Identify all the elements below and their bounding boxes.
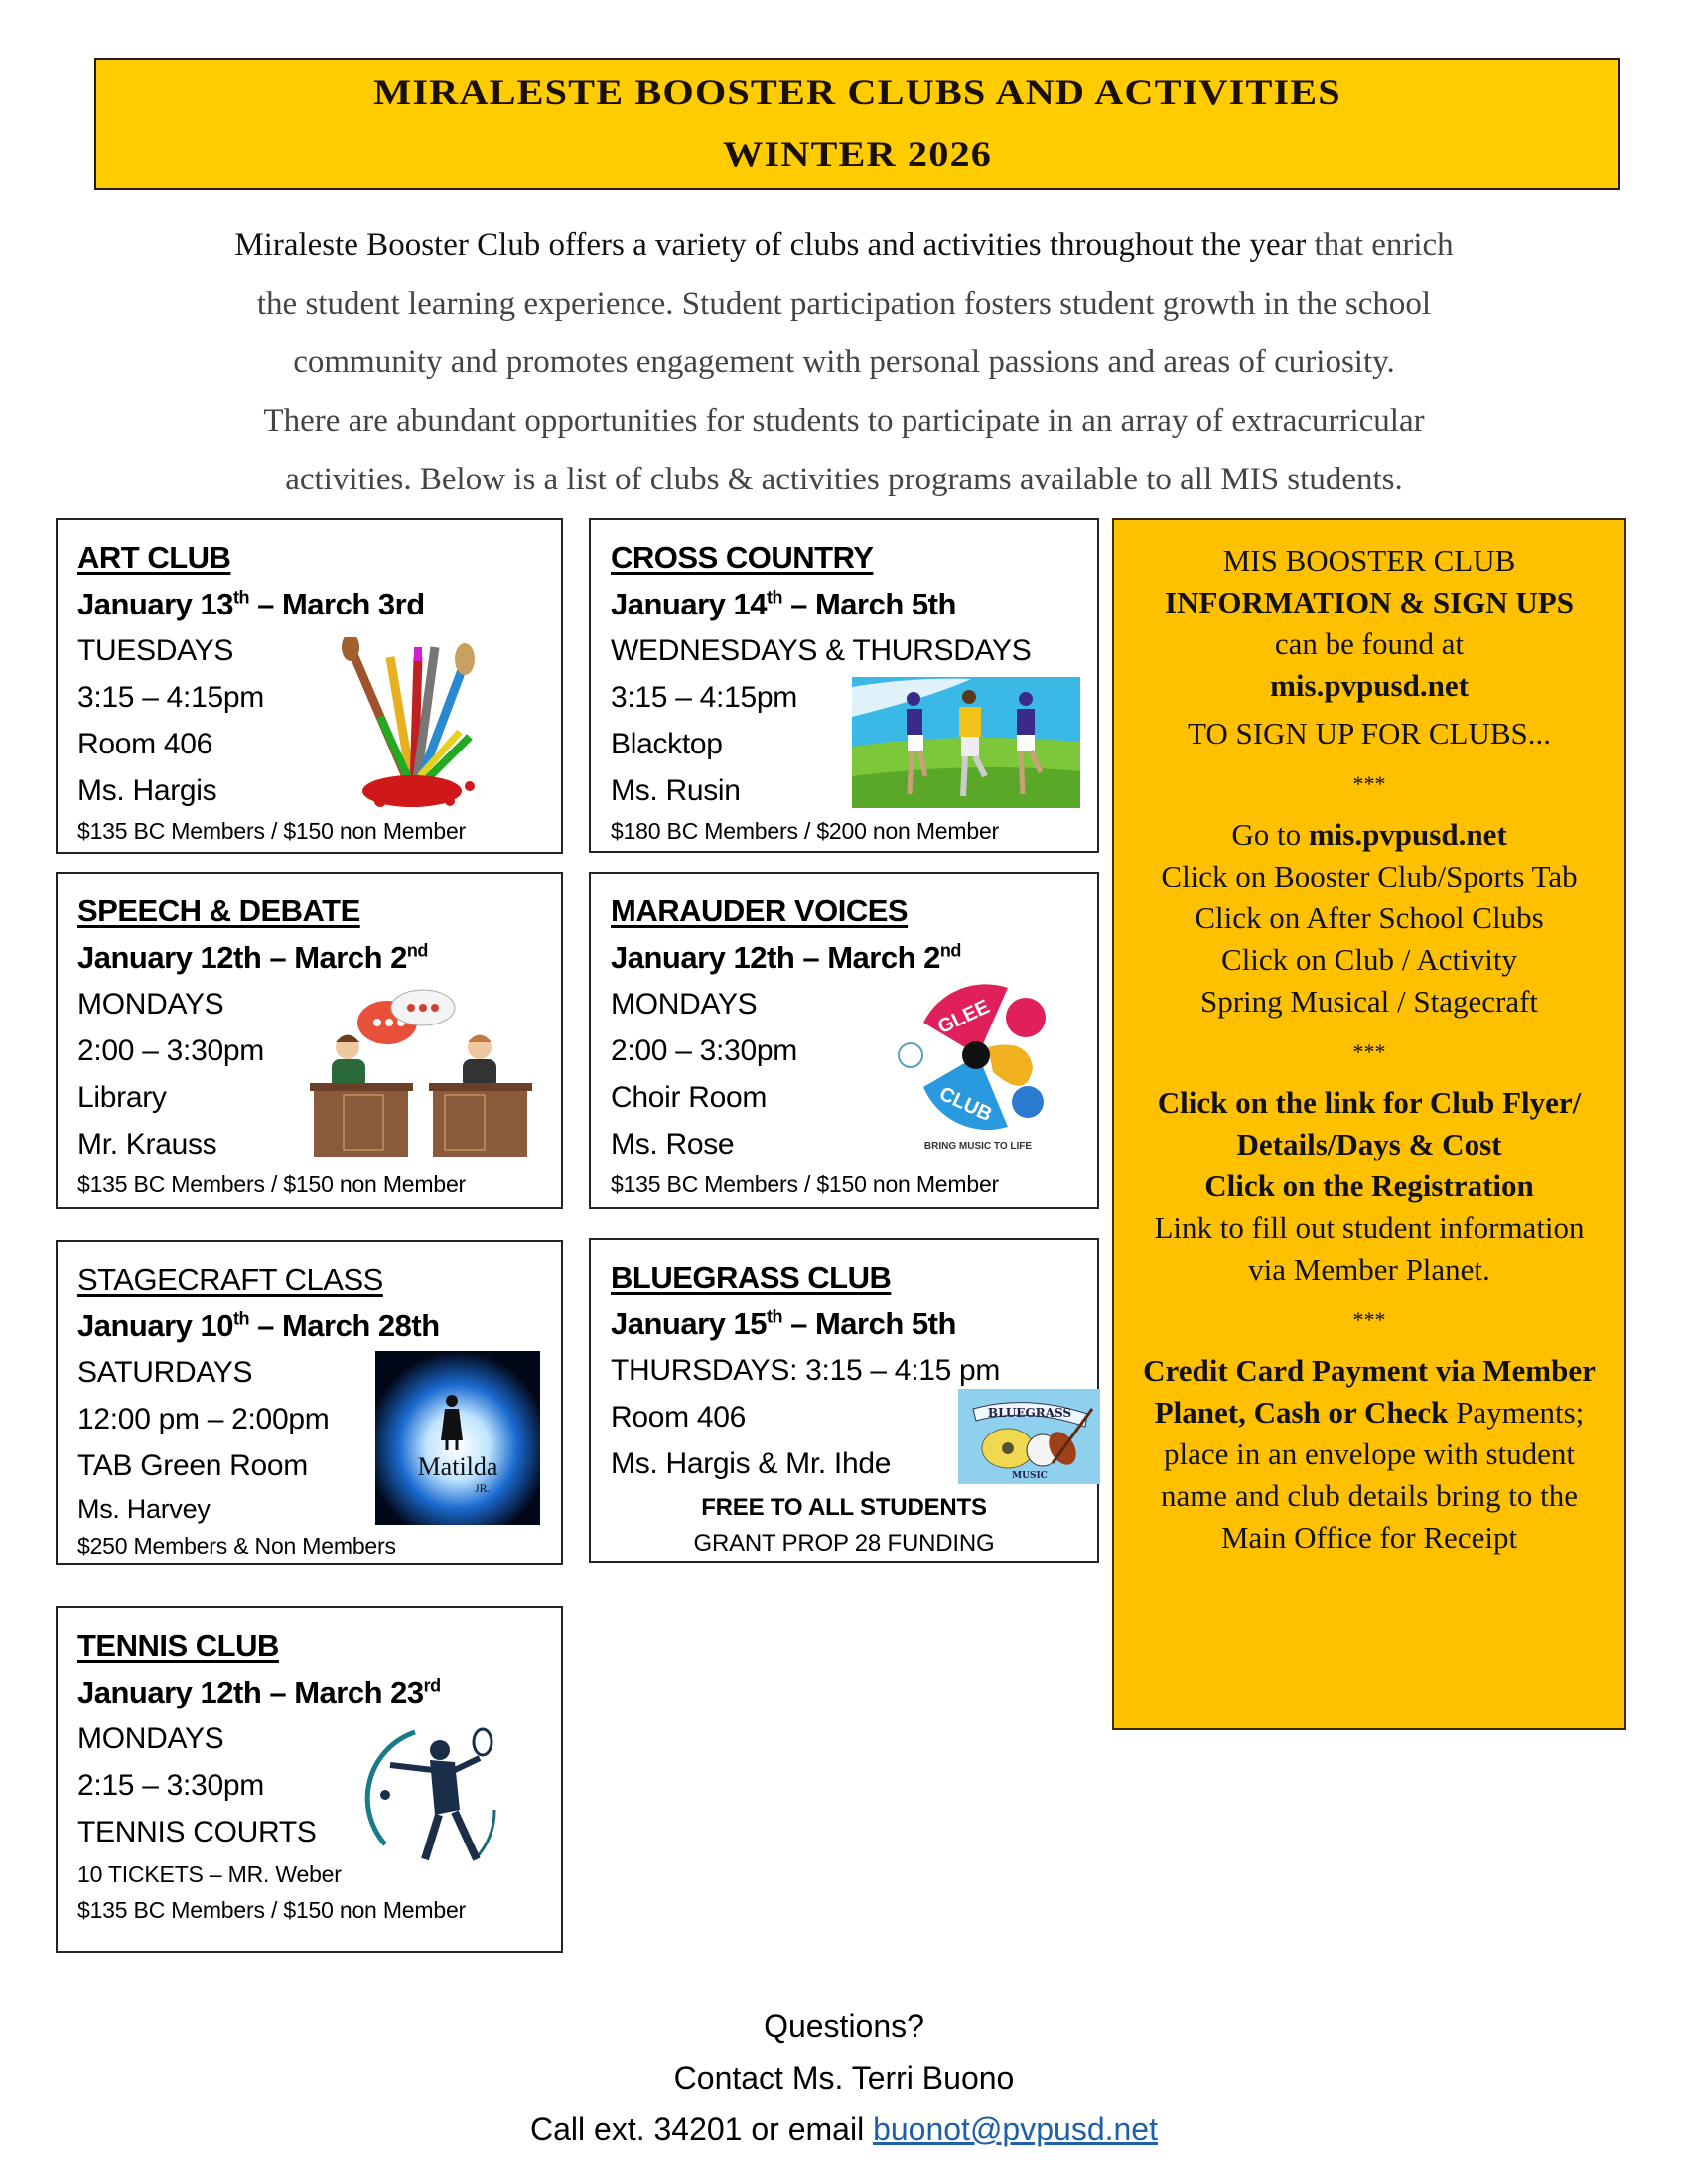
club-dates: January 12th – March 23rd [77, 1675, 441, 1709]
club-location: TENNIS COURTS [77, 1816, 317, 1848]
club-advisor: Ms. Hargis [77, 774, 217, 807]
club-card-cross-country [589, 518, 1099, 853]
info-heading: MIS BOOSTER CLUB [1222, 543, 1516, 578]
club-time: 2:00 – 3:30pm [77, 1034, 264, 1067]
club-fee: $135 BC Members / $150 non Member [77, 1171, 466, 1197]
header-banner [94, 58, 1620, 190]
club-title: BLUEGRASS CLUB [611, 1260, 892, 1295]
club-location: Blacktop [611, 728, 723, 760]
club-advisor: 10 TICKETS – MR. Weber [77, 1861, 342, 1887]
matilda-poster-image [375, 1351, 540, 1525]
club-fee-funding: GRANT PROP 28 FUNDING [693, 1530, 995, 1557]
club-fee: $135 BC Members / $150 non Member [611, 1171, 999, 1197]
step-after-school: Click on After School Clubs [1195, 900, 1544, 935]
club-fee-free: FREE TO ALL STUDENTS [701, 1494, 987, 1521]
club-time: 12:00 pm – 2:00pm [77, 1403, 330, 1435]
debate-podiums-image [306, 988, 534, 1161]
club-card-marauder-voices [589, 872, 1099, 1209]
club-fee: $135 BC Members / $150 non Member [77, 1897, 466, 1923]
logo-text-club: CLUB [935, 1082, 996, 1127]
club-title: ART CLUB [77, 540, 231, 575]
step-goto: Go to mis.pvpusd.net [1231, 817, 1507, 852]
instruction-member-planet: Link to fill out student information via Member Planet. [1154, 1210, 1585, 1287]
club-card-speech-debate [56, 872, 563, 1209]
club-time: 2:00 – 3:30pm [611, 1034, 797, 1067]
intro-paragraph [70, 216, 1618, 509]
club-time: 3:15 – 4:15pm [611, 681, 797, 714]
club-location: Choir Room [611, 1081, 768, 1114]
club-day: MONDAYS [611, 988, 758, 1021]
instruction-flyer: Click on the link for Club Flyer/ Details/Days & Cost [1157, 1085, 1582, 1161]
club-card-tennis [56, 1606, 563, 1953]
intro-line: the student learning experience. Student participation fosters student growth in the school [256, 286, 1432, 322]
poster-title: Matilda [417, 1452, 498, 1481]
intro-line: activities. Below is a list of clubs & activities programs available to all MIS students. [285, 462, 1403, 497]
step-booster-tab: Click on Booster Club/Sports Tab [1161, 859, 1578, 893]
intro-line: community and promotes engagement with personal passions and areas of curiosity. [293, 344, 1395, 380]
instruction-registration: Click on the Registration [1204, 1168, 1534, 1203]
page-subtitle: WINTER 2026 [722, 134, 993, 174]
club-dates: January 14th – March 5th [611, 587, 956, 621]
club-time: 2:15 – 3:30pm [77, 1769, 264, 1802]
club-day: MONDAYS [77, 1722, 224, 1755]
separator-stars: *** [1352, 1039, 1386, 1064]
club-dates: January 12th – March 2nd [611, 940, 961, 975]
glee-club-logo [879, 978, 1077, 1157]
club-location: Library [77, 1081, 167, 1114]
email-link[interactable]: buonot@pvpusd.net [873, 2112, 1158, 2147]
club-time: 3:15 – 4:15pm [77, 681, 264, 714]
club-dates: January 13th – March 3rd [77, 587, 425, 621]
info-text: can be found at [1274, 626, 1465, 661]
club-location: Room 406 [77, 728, 213, 760]
club-title: MARAUDER VOICES [611, 893, 909, 928]
club-day-time: THURSDAYS: 3:15 – 4:15 pm [611, 1354, 1001, 1387]
website-link[interactable]: mis.pvpusd.net [1308, 817, 1507, 852]
club-advisor: Ms. Rusin [611, 774, 741, 807]
club-location: TAB Green Room [77, 1449, 308, 1482]
club-advisor: Mr. Krauss [77, 1128, 217, 1160]
payment-instructions: Credit Card Payment via Member Planet, Cash or Check Payments; place in an envelope with student name and club details bring to the Main Office for Receipt [1143, 1353, 1596, 1555]
club-advisor: Ms. Rose [611, 1128, 735, 1160]
club-day: WEDNESDAYS & THURSDAYS [611, 634, 1032, 667]
contact-line: Call ext. 34201 or email buonot@pvpusd.net [530, 2112, 1158, 2147]
club-dates: January 15th – March 5th [611, 1306, 956, 1341]
tennis-player-image [355, 1720, 504, 1879]
contact-footer [0, 2000, 1688, 2155]
art-supplies-image [341, 637, 488, 811]
club-day: SATURDAYS [77, 1356, 253, 1389]
page-title: MIRALESTE BOOSTER CLUBS AND ACTIVITIES [373, 72, 1341, 112]
signup-info-panel [1112, 518, 1626, 1730]
step-musical: Spring Musical / Stagecraft [1199, 984, 1539, 1019]
info-subheading: INFORMATION & SIGN UPS [1165, 585, 1574, 619]
signup-heading: TO SIGN UP FOR CLUBS... [1187, 716, 1552, 751]
club-title: TENNIS CLUB [77, 1628, 279, 1663]
intro-text: Miraleste Booster Club offers a variety of clubs and activities throughout the year [234, 227, 1315, 263]
intro-line: There are abundant opportunities for students to participate in an array of extracurricular [263, 403, 1425, 439]
separator-stars: *** [1352, 771, 1386, 796]
logo-text-music: MUSIC [1012, 1471, 1048, 1481]
questions-label: Questions? [764, 2008, 924, 2044]
logo-text-glee: GLEE [934, 996, 993, 1039]
website-link[interactable]: mis.pvpusd.net [1270, 668, 1469, 703]
club-fee: $135 BC Members / $150 non Member [77, 818, 466, 844]
club-card-art [56, 518, 563, 854]
intro-line [70, 216, 1618, 275]
club-card-bluegrass [589, 1238, 1099, 1563]
poster-subtitle: JR. [475, 1481, 491, 1495]
club-advisor: Ms. Harvey [77, 1494, 211, 1524]
club-title: CROSS COUNTRY [611, 540, 874, 575]
club-location: Room 406 [611, 1401, 747, 1433]
club-card-stagecraft [56, 1240, 563, 1565]
separator-stars: *** [1352, 1307, 1386, 1332]
runners-image [852, 677, 1080, 808]
club-fee: $250 Members & Non Members [77, 1533, 396, 1559]
logo-text-bluegrass: BLUEGRASS [987, 1406, 1072, 1420]
bluegrass-logo-image [958, 1389, 1100, 1484]
step-club-activity: Click on Club / Activity [1221, 942, 1517, 977]
club-day: MONDAYS [77, 988, 224, 1021]
club-fee: $180 BC Members / $200 non Member [611, 818, 999, 844]
club-advisor: Ms. Hargis & Mr. Ihde [611, 1447, 892, 1480]
club-dates: January 10th – March 28th [77, 1308, 440, 1343]
club-day: TUESDAYS [77, 634, 234, 667]
club-title: SPEECH & DEBATE [77, 893, 360, 928]
logo-tagline: BRING MUSIC TO LIFE [923, 1141, 1033, 1152]
club-title: STAGECRAFT CLASS [77, 1262, 383, 1297]
contact-name: Contact Ms. Terri Buono [673, 2060, 1015, 2096]
intro-text: that enrich [1314, 227, 1454, 263]
club-dates: January 12th – March 2nd [77, 940, 428, 975]
